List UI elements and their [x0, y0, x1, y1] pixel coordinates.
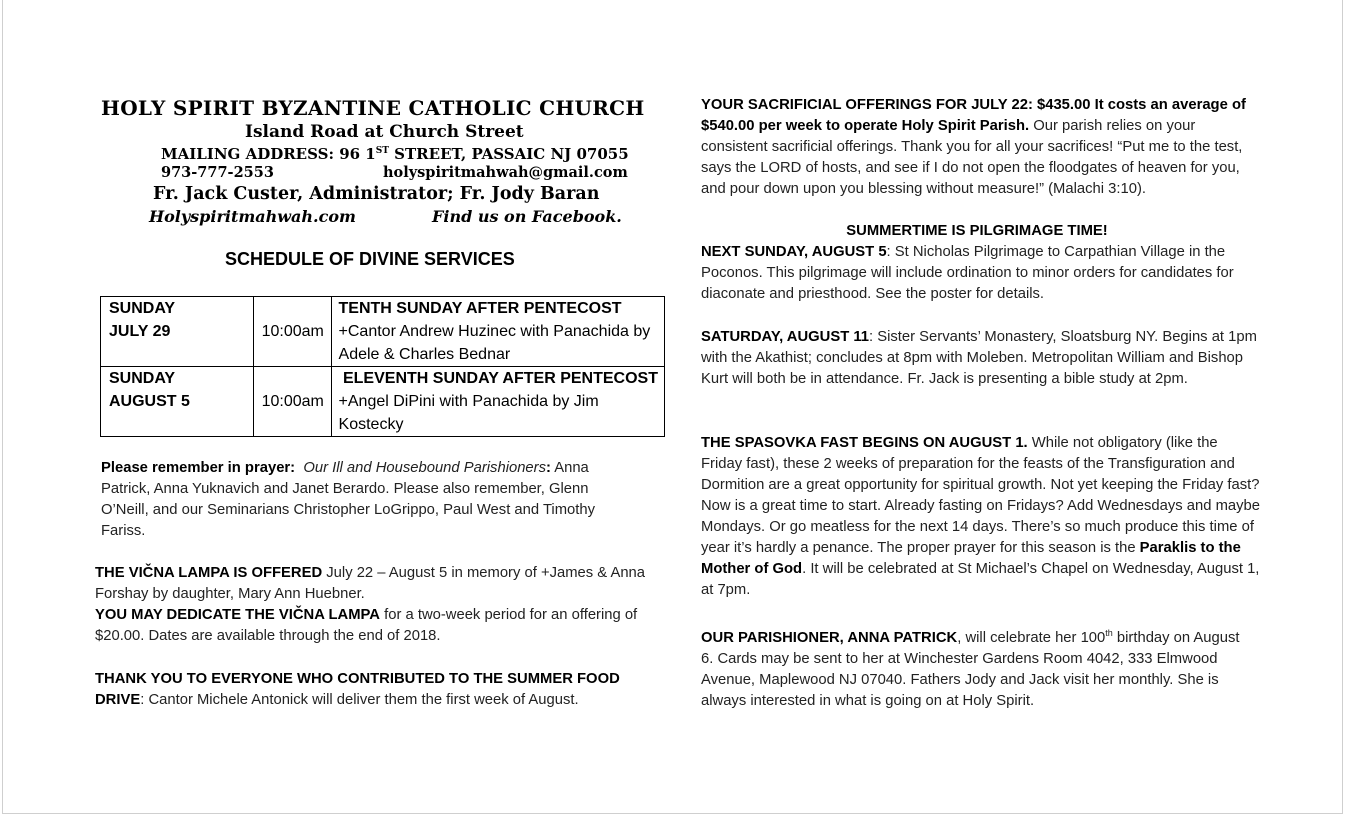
table-row: [101, 297, 665, 367]
service-day: SUNDAY AUGUST 5: [101, 367, 254, 437]
pilgrimage-aug5: NEXT SUNDAY, AUGUST 5: St Nicholas Pilgrimage to Carpathian Village in the Poconos. This pilgrimage will include ordination to minor orders for candidates for diaconate and priesthood. See the poster for details.: [701, 244, 1234, 302]
anna-patrick-paragraph: OUR PARISHIONER, ANNA PATRICK, will celebrate her 100th birthday on August 6. Cards may be sent to her at Winchester Gardens Room 4042, 333 Elmwood Avenue, Maplewood NJ 07040. Fathers Jody and Jack visit her monthly. She is always interested in what is going on at Holy Spirit.: [701, 628, 1240, 709]
table-row: [101, 367, 665, 437]
mailing-address: MAILING ADDRESS: 96 1ST STREET, PASSAIC NJ 07055: [161, 145, 629, 163]
facebook-note: Find us on Facebook.: [432, 207, 622, 226]
service-day: SUNDAY JULY 29: [101, 297, 254, 367]
schedule-title: SCHEDULE OF DIVINE SERVICES: [225, 249, 515, 269]
service-time: 10:00am: [253, 297, 331, 367]
service-description: ELEVENTH SUNDAY AFTER PENTECOST +Angel DiPini with Panachida by Jim Kostecky: [331, 367, 664, 437]
schedule-table: [100, 296, 665, 437]
service-description: TENTH SUNDAY AFTER PENTECOST +Cantor Andrew Huzinec with Panachida by Adele & Charles Bednar: [331, 297, 664, 367]
service-time: 10:00am: [253, 367, 331, 437]
food-drive-paragraph: THANK YOU TO EVERYONE WHO CONTRIBUTED TO THE SUMMER FOOD DRIVE: Cantor Michele Antonick will deliver them the first week of August.: [95, 671, 620, 708]
website: Holyspiritmahwah.com: [149, 207, 356, 226]
offerings-paragraph: YOUR SACRIFICIAL OFFERINGS FOR JULY 22: $435.00 It costs an average of $540.00 per week to operate Holy Spirit Parish. Our parish relies on your consistent sacrificial offerings. Thank you for all your sacrifices! “Put me to the test, says the LORD of hosts, and see if I do not open the floodgates of heaven for you, and pour down upon you blessing without measure!” (Malachi 3:10).: [701, 97, 1246, 197]
prayer-paragraph: Please remember in prayer: Our Ill and Housebound Parishioners: Anna Patrick, Anna Yuknavich and Janet Berardo. Please also remember, Glenn O’Neill, and our Seminarians Christopher LoGrippo, Paul West and Timothy Fariss.: [101, 460, 596, 539]
spasovka-paragraph: THE SPASOVKA FAST BEGINS ON AUGUST 1. While not obligatory (like the Friday fast), these 2 weeks of preparation for the feasts of the Transfiguration and Dormition are a great opportunity for spiritual growth. Not yet keeping the Friday fast? Now is a great time to start. Already fasting on Fridays? Add Wednesdays and maybe Mondays. Or go meatless for the next 14 days. There’s so much produce this time of year it’s hardly a penance. The proper prayer for this season is the Paraklis to the Mother of God. It will be celebrated at St Michael’s Chapel on Wednesday, August 1, at 7pm.: [701, 435, 1261, 598]
priests-line: Fr. Jack Custer, Administrator; Fr. Jody Baran: [153, 184, 600, 204]
church-name: HOLY SPIRIT BYZANTINE CATHOLIC CHURCH: [101, 96, 645, 120]
phone-number: 973-777-2553: [161, 164, 274, 181]
lampa-paragraph: THE VIČNA LAMPA IS OFFERED July 22 – August 5 in memory of +James & Anna Forshay by daughter, Mary Ann Huebner. YOU MAY DEDICATE THE VIČNA LAMPA for a two-week period for an offering of $20.00. Dates are available through the end of 2018.: [95, 565, 646, 644]
church-location: Island Road at Church Street: [245, 122, 524, 142]
email-address: holyspiritmahwah@gmail.com: [383, 164, 628, 181]
bulletin-page: [2, 0, 1343, 814]
pilgrimage-heading: SUMMERTIME IS PILGRIMAGE TIME!: [846, 223, 1108, 239]
pilgrimage-aug11: SATURDAY, AUGUST 11: Sister Servants’ Monastery, Sloatsburg NY. Begins at 1pm with the Akathist; concludes at 8pm with Moleben. Metropolitan William and Bishop Kurt will both be in attendance. Fr. Jack is presenting a bible study at 2pm.: [701, 329, 1257, 387]
